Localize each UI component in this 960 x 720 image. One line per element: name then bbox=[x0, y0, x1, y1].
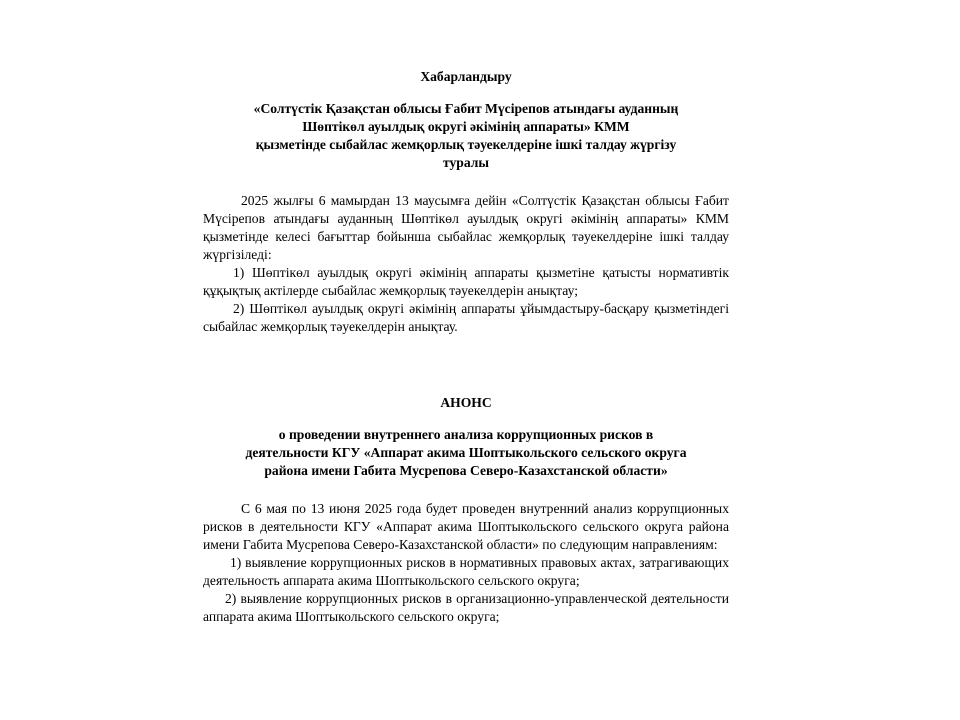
ru-list-item-2: 2) выявление коррупционных рисков в организационно-управленческой деятельности аппарата акима Шоптыкольского сельского округа; bbox=[203, 591, 729, 624]
ru-list-item-1: 1) выявление коррупционных рисков в нормативных правовых актах, затрагивающих деятельность аппарата акима Шоптыкольского сельского округа; bbox=[203, 555, 729, 588]
kz-heading bbox=[203, 100, 729, 172]
ru-heading bbox=[203, 426, 729, 480]
kz-heading-line-4: туралы bbox=[442, 155, 489, 170]
kz-list-item-2: 2) Шөптікөл ауылдық округі әкімінің аппараты ұйымдастыру-басқару қызметіндегі сыбайлас жемқорлық тәуекелдерін анықтау. bbox=[203, 301, 729, 334]
ru-heading-line-1: о проведении внутреннего анализа коррупционных рисков в bbox=[278, 427, 654, 442]
ru-title: АНОНС bbox=[440, 395, 492, 410]
kz-heading-line-1: «Солтүстік Қазақстан облысы Ғабит Мүсірепов атындағы ауданның bbox=[253, 101, 679, 116]
kz-title: Хабарландыру bbox=[420, 69, 512, 84]
kz-intro-paragraph: 2025 жылғы 6 мамырдан 13 маусымға дейін «Солтүстік Қазақстан облысы Ғабит Мүсірепов атындағы ауданның Шөптікөл ауылдық округі әкімінің аппараты» КММ қызметінде келесі бағыттар бойынша сыбайлас жемқорлық тәуекелдеріне ішкі талдау жүргізіледі: bbox=[203, 193, 729, 262]
document-page bbox=[203, 68, 729, 626]
ru-intro-paragraph: С 6 мая по 13 июня 2025 года будет проведен внутренний анализ коррупционных рисков в деятельности КГУ «Аппарат акима Шоптыкольского сельского округа района имени Габита Мусрепова Северо-Казахстанской области» по следующим направлениям: bbox=[203, 501, 729, 552]
kz-list-item-1: 1) Шөптікөл ауылдық округі әкімінің аппараты қызметіне қатысты нормативтік құқықтық актілерде сыбайлас жемқорлық тәуекелдерін анықтау; bbox=[203, 265, 729, 298]
kz-heading-line-3: қызметінде сыбайлас жемқорлық тәуекелдеріне ішкі талдау жүргізу bbox=[255, 137, 677, 152]
kz-heading-line-2: Шөптікөл ауылдық округі әкімінің аппараты» КММ bbox=[302, 119, 630, 134]
ru-heading-line-3: района имени Габита Мусрепова Северо-Казахстанской области» bbox=[264, 463, 668, 478]
ru-heading-line-2: деятельности КГУ «Аппарат акима Шоптыкольского сельского округа bbox=[245, 445, 687, 460]
